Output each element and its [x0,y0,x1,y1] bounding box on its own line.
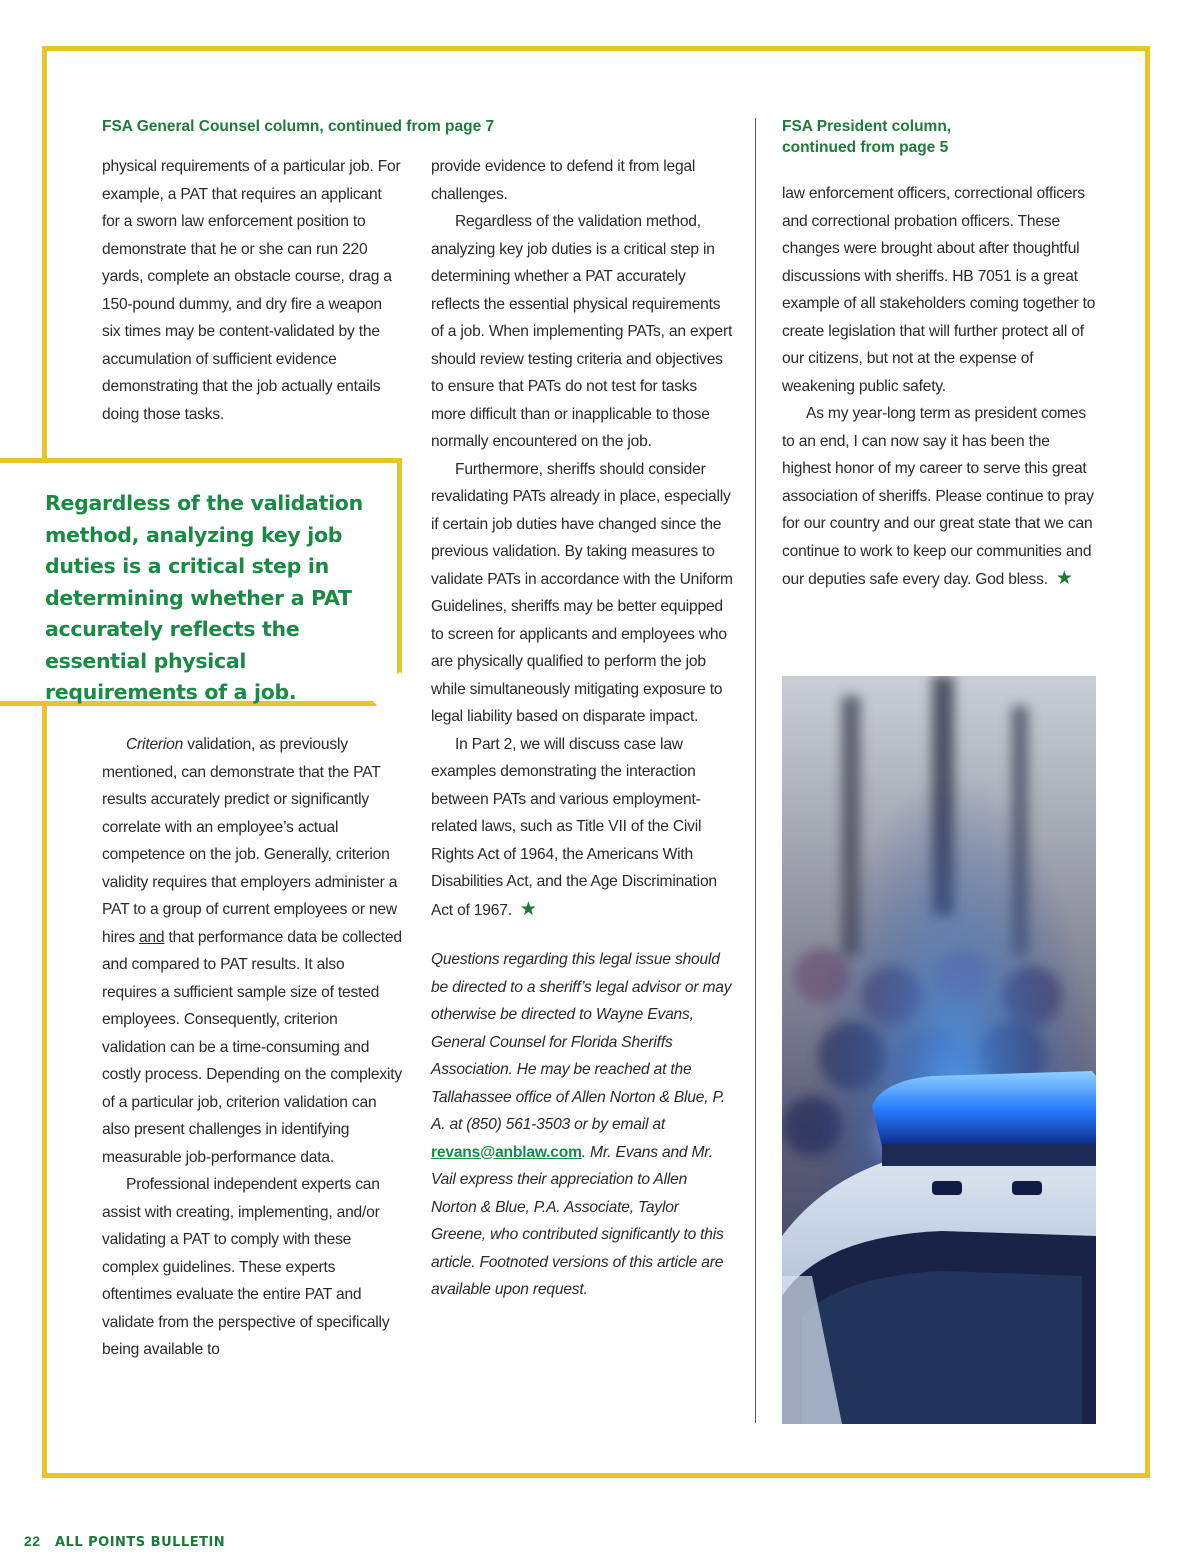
middle-paragraph-4 [431,731,733,925]
left-paragraph-2-b: that performance data be collected and compared to PAT results. It also requires a sufficient sample size of tested employees. Consequently, criterion validation can be a time-consuming and costly process. Depending on the complexity of a particular job, criterion validation can also present challenges in identifying measurable job-performance data. [102,928,402,1166]
email-link[interactable]: revans@anblaw.com [431,1143,582,1161]
right-heading-line-2: continued from page 5 [782,139,949,156]
criterion-italic: Criterion [126,736,184,753]
publication-title: ALL POINTS BULLETIN [54,1535,226,1550]
right-column [782,180,1100,594]
middle-paragraph-2: Regardless of the validation method, analyzing key job duties is a critical step in determining whether a PAT accurately reflects the essential physical requirements of a job. When implementing PATs, an expert should review testing criteria and objectives to ensure that PATs do not test for tasks more difficult than or inapplicable to those normally encountered on the job. [431,213,733,450]
left-paragraph-2 [102,731,402,1171]
left-paragraph-3: Professional independent experts can assist with creating, implementing, and/or validating a PAT to comply with these complex guidelines. These experts oftentimes evaluate the entire PAT and validate from the perspective of specifically being available to [102,1176,390,1358]
left-column-heading: FSA General Counsel column, continued from page 7 [102,118,495,135]
page-footer [24,1533,225,1550]
right-paragraph-2 [782,400,1100,594]
middle-column [431,153,733,1304]
right-paragraph-1: law enforcement officers, correctional officers and correctional probation officers. These changes were brought about after thoughtful discussions with sheriffs. HB 7051 is a great example of all stakeholders coming together to create legislation that will further protect all of our citizens, but not at the expense of weakening public safety. [782,185,1096,395]
end-star-icon: ★ [519,898,537,920]
author-note [431,946,733,1304]
left-column-top [102,153,402,428]
author-note-b: . Mr. Evans and Mr. Vail express their appreciation to Allen Norton & Blue, P.A. Associate, Taylor Greene, who contributed significantly to this article. Footnoted versions of this article are available upon request. [431,1143,724,1298]
left-paragraph-1: physical requirements of a particular job. For example, a PAT that requires an applicant for a sworn law enforcement position to demonstrate that he or she can run 220 yards, complete an obstacle course, drag a 150-pound dummy, and dry fire a weapon six times may be content-validated by the accumulation of sufficient evidence demonstrating that the job actually entails doing those tasks. [102,158,401,423]
column-divider [755,118,756,1423]
left-column-bottom [102,731,402,1364]
middle-paragraph-3: Furthermore, sheriffs should consider revalidating PATs already in place, especially if certain job duties have changed since the previous validation. By taking measures to validate PATs in accordance with the Uniform Guidelines, sheriffs may be better equipped to screen for applicants and employees who are physically qualified to perform the job while simultaneously mitigating exposure to legal liability based on disparate impact. [431,460,733,725]
right-column-heading [782,116,1082,158]
middle-paragraph-1: provide evidence to defend it from legal challenges. [431,158,696,203]
pullquote: Regardless of the validation method, analyzing key job duties is a critical step in determining whether a PAT accurately reflects the essential physical requirements of a job. [45,491,363,704]
right-paragraph-2-text: As my year-long term as president comes to an end, I can now say it has been the highest honor of my career to serve this great association of sheriffs. Please continue to pray for our country and our great state that we can continue to work to keep our communities and our deputies safe every day. God bless. [782,405,1094,588]
police-lights-illustration [782,676,1096,1424]
right-heading-line-1: FSA President column, [782,118,952,135]
end-star-icon: ★ [1055,568,1073,589]
middle-paragraph-4-text: In Part 2, we will discuss case law examples demonstrating the interaction between PATs and various employment-related laws, such as Title VII of the Civil Rights Act of 1964, the Americans With Disabilities Act, and the Age Discrimination Act of 1967. [431,735,717,919]
page-number: 22 [24,1533,41,1549]
and-underlined: and [138,928,165,946]
author-note-a: Questions regarding this legal issue should be directed to a sheriff’s legal advisor or may otherwise be directed to Wayne Evans, General Counsel for Florida Sheriffs Association. He may be reached at the Tallahassee office of Allen Norton & Blue, P. A. at (850) 561-3503 or by email at [431,951,732,1133]
police-lights-photo [782,676,1096,1424]
left-paragraph-2-a: validation, as previously mentioned, can demonstrate that the PAT results accurately predict or significantly correlate with an employee’s actual competence on the job. Generally, criterion validity requires that employers administer a PAT to a group of current employees or new hires [102,736,398,946]
